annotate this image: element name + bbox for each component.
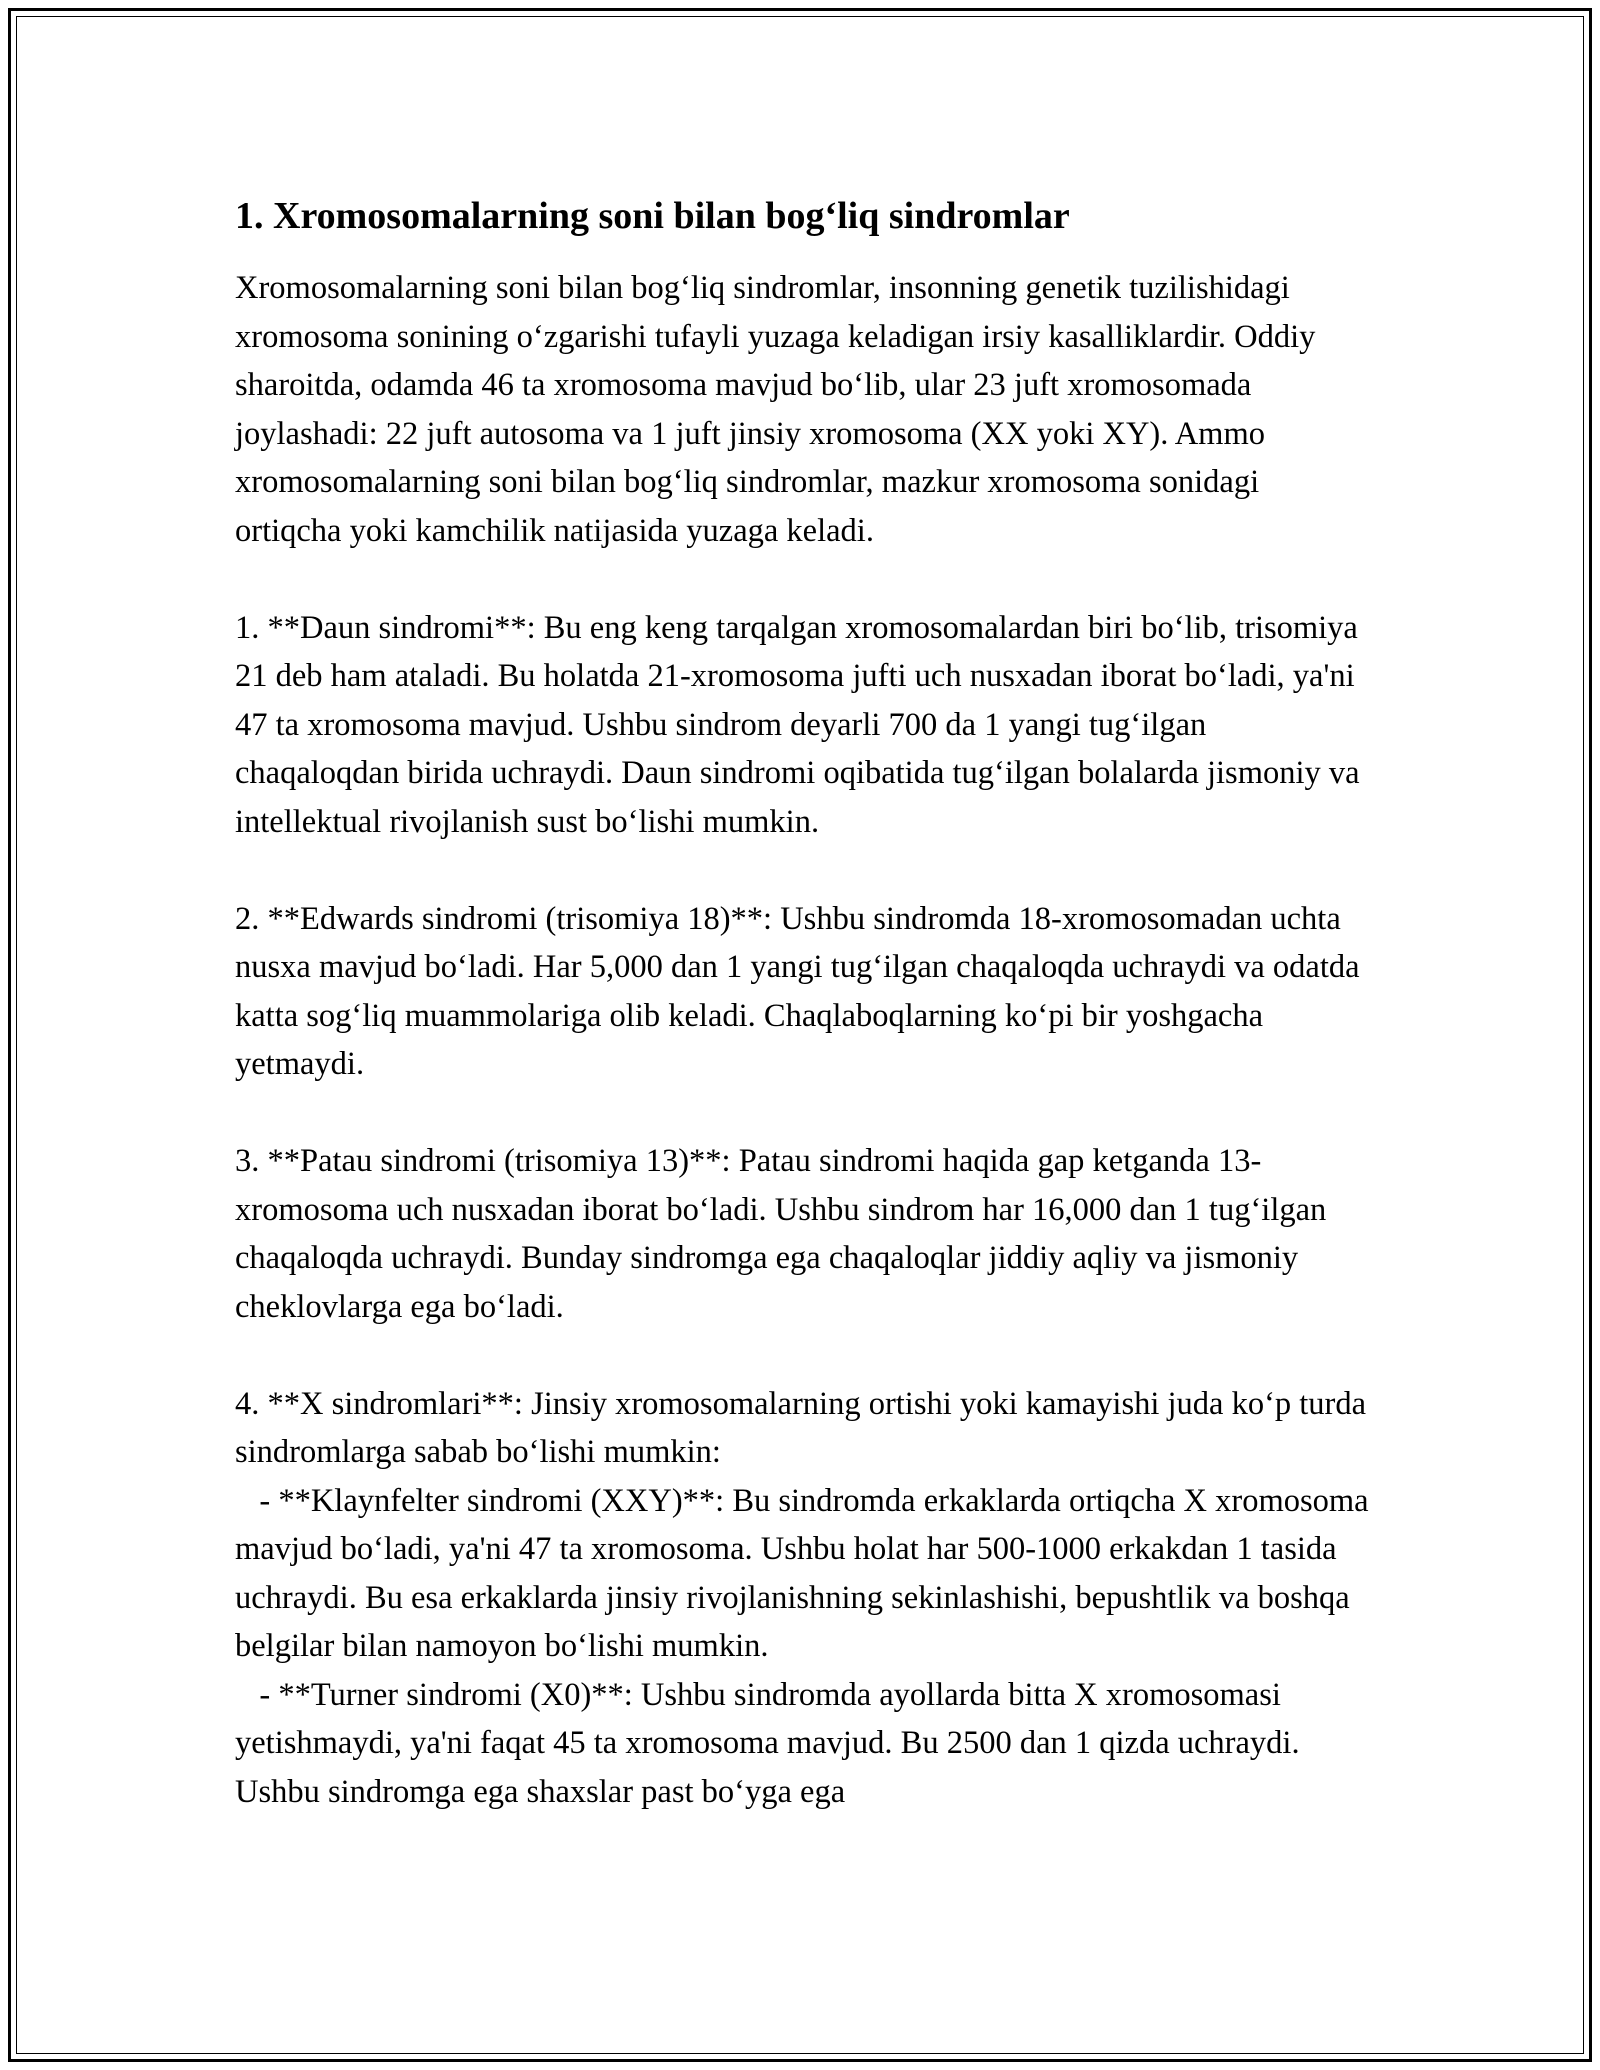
daun-syndrome-paragraph: 1. **Daun sindromi**: Bu eng keng tarqalgan xromosomalardan biri bo‘lib, trisomiya 21 deb ham ataladi. Bu holatda 21-xromosoma jufti uch nusxadan iborat bo‘ladi, ya'ni 47 ta xromosoma mavjud. Ushbu sindrom deyarli 700 da 1 yangi tug‘ilgan chaqaloqdan birida uchraydi. Daun sindromi oqibatida tug‘ilgan bolalarda jismoniy va intellektual rivojlanish sust bo‘lishi mumkin. (235, 609, 1368, 840)
paragraph-gap (235, 555, 1370, 604)
document-body (235, 190, 1370, 1816)
x-syndromes-paragraph: 4. **X sindromlari**: Jinsiy xromosomalarning ortishi yoki kamayishi juda ko‘p turda sindromlarga sabab bo‘lishi mumkin: - **Klaynfelter sindromi (XXY)**: Bu sindromda erkaklarda ortiqcha X xromosoma mavjud bo‘ladi, ya'ni 47 ta xromosoma. Ushbu holat har 500-1000 erkakdan 1 tasida uchraydi. Bu esa erkaklarda jinsiy rivojlanishning sekinlashishi, bepushtlik va boshqa belgilar bilan namoyon bo‘lishi mumkin. - **Turner sindromi (X0)**: Ushbu sindromda ayollarda bitta X xromosomasi yetishmaydi, ya'ni faqat 45 ta xromosoma mavjud. Bu 2500 dan 1 qizda uchraydi. Ushbu sindromga ega shaxslar past bo‘yga ega (235, 1385, 1369, 1810)
section-heading: 1. Xromosomalarning soni bilan bog‘liq sindromlar (235, 195, 1070, 237)
edwards-syndrome-paragraph: 2. **Edwards sindromi (trisomiya 18)**: Ushbu sindromda 18-xromosomadan uchta nusxa mavjud bo‘ladi. Har 5,000 dan 1 yangi tug‘ilgan chaqaloqda uchraydi va odatda katta sog‘liq muammolariga olib keladi. Chaqlaboqlarning ko‘pi bir yoshgacha yetmaydi. (235, 900, 1368, 1082)
paragraph-gap (235, 1331, 1370, 1380)
paragraph-gap (235, 846, 1370, 895)
patau-syndrome-paragraph: 3. **Patau sindromi (trisomiya 13)**: Patau sindromi haqida gap ketganda 13-xromosoma uch nusxadan iborat bo‘ladi. Ushbu sindrom har 16,000 dan 1 tug‘ilgan chaqaloqda uchraydi. Bunday sindromga ega chaqaloqlar jiddiy aqliy va jismoniy cheklovlarga ega bo‘ladi. (235, 1143, 1335, 1325)
intro-paragraph: Xromosomalarning soni bilan bog‘liq sindromlar, insonning genetik tuzilishidagi xromosoma sonining o‘zgarishi tufayli yuzaga keladigan irsiy kasalliklardir. Oddiy sharoitda, odamda 46 ta xromosoma mavjud bo‘lib, ular 23 juft xromosomada joylashadi: 22 juft autosoma va 1 juft jinsiy xromosoma (XX yoki XY). Ammo xromosomalarning soni bilan bog‘liq sindromlar, mazkur xromosoma sonidagi ortiqcha yoki kamchilik natijasida yuzaga keladi. (235, 270, 1324, 549)
paragraph-gap (235, 1089, 1370, 1138)
